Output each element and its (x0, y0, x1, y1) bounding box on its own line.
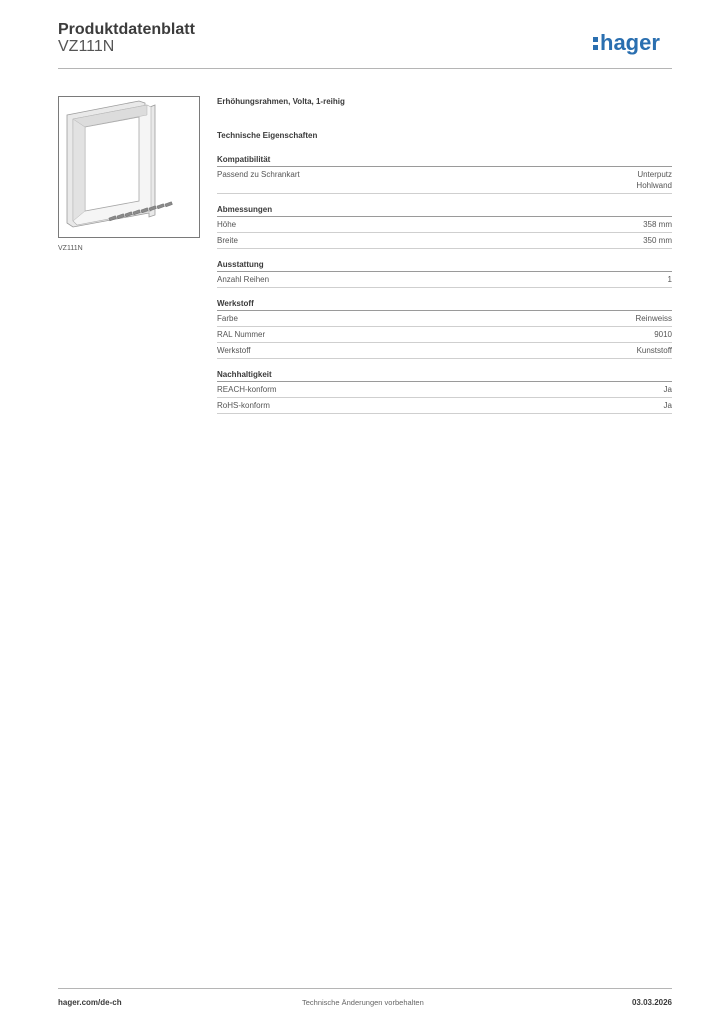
spec-value (636, 169, 672, 191)
spec-row (217, 343, 672, 359)
product-name: Erhöhungsrahmen, Volta, 1-reihig (217, 97, 345, 106)
spec-value (643, 235, 672, 246)
spec-value (636, 313, 672, 324)
svg-text:hager: hager (600, 30, 660, 55)
footer-notice: Technische Änderungen vorbehalten (302, 998, 424, 1007)
footer-website-link[interactable]: hager.com/de-ch (58, 998, 122, 1007)
spec-label: RAL Nummer (217, 330, 266, 339)
spec-value (668, 274, 672, 285)
spec-label: RoHS-konform (217, 401, 270, 410)
spec-value-line: Reinweiss (635, 314, 672, 323)
section-title: Ausstattung (217, 259, 672, 272)
page-title: Produktdatenblatt (58, 21, 195, 38)
spec-value (637, 345, 672, 356)
spec-value-line: Kunststoff (636, 346, 672, 355)
hager-logo (591, 28, 675, 58)
section-title: Abmessungen (217, 204, 672, 217)
spec-value-line: Ja (663, 401, 672, 410)
spec-label: Passend zu Schrankart (217, 170, 300, 179)
footer-date: 03.03.2026 (631, 998, 672, 1007)
spec-value (664, 400, 672, 411)
spec-value (643, 219, 672, 230)
spec-value-line: Hohlwand (636, 181, 672, 190)
spec-section (217, 204, 672, 249)
spec-row (217, 233, 672, 249)
spec-label: Werkstoff (217, 346, 251, 355)
spec-section (217, 154, 672, 194)
spec-row (217, 398, 672, 414)
spec-label: Farbe (217, 314, 238, 323)
spec-section (217, 298, 672, 359)
spec-row (217, 217, 672, 233)
spec-row (217, 327, 672, 343)
technical-properties-heading: Technische Eigenschaften (217, 131, 318, 140)
spec-value-line: Ja (663, 385, 672, 394)
spec-value (654, 329, 672, 340)
product-image (58, 96, 200, 238)
product-code-subtitle: VZ111N (58, 38, 115, 55)
spec-section (217, 259, 672, 288)
spec-sections (217, 154, 672, 414)
spec-row (217, 272, 672, 288)
spec-row (217, 167, 672, 194)
frame-illustration-icon (59, 97, 199, 237)
image-caption: VZ111N (58, 245, 83, 252)
footer-divider (58, 988, 672, 989)
spec-value (664, 384, 672, 395)
spec-value-line: Unterputz (637, 170, 672, 179)
spec-label: REACH-konform (217, 385, 277, 394)
spec-label: Breite (217, 236, 238, 245)
spec-value-line: 358 mm (643, 220, 672, 229)
spec-label: Höhe (217, 220, 237, 229)
spec-row (217, 382, 672, 398)
header-divider (58, 68, 672, 69)
spec-section (217, 369, 672, 414)
spec-value-line: 1 (667, 275, 672, 284)
spec-value-line: 9010 (654, 330, 672, 339)
section-title: Werkstoff (217, 298, 672, 311)
spec-content (217, 96, 672, 424)
section-title: Kompatibilität (217, 154, 672, 167)
spec-label: Anzahl Reihen (217, 275, 270, 284)
spec-value-line: 350 mm (643, 236, 672, 245)
spec-row (217, 311, 672, 327)
section-title: Nachhaltigkeit (217, 369, 672, 382)
